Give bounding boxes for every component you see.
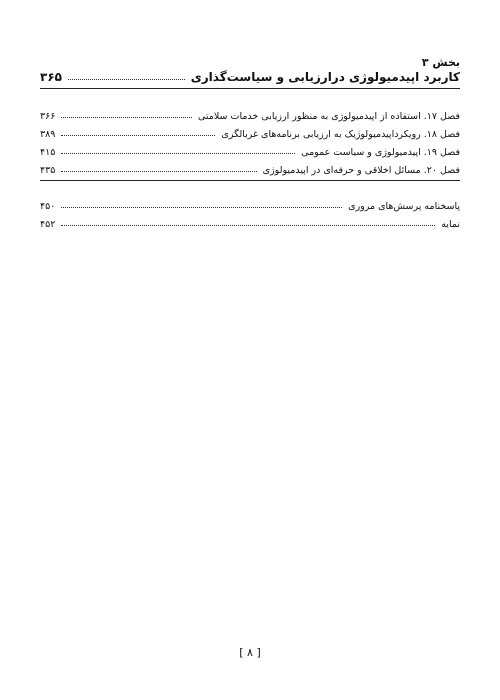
toc-entry-title: فصل ۱۹. اپیدمیولوژی و سیاست عمومی: [301, 147, 460, 158]
toc-entry-part-3[interactable]: [40, 68, 460, 84]
toc-entry-title: پاسخنامه پرسش‌های مروری: [348, 201, 460, 212]
toc-entry-title: نمایه: [441, 219, 460, 230]
toc-page-number: ۴۳۵: [40, 165, 56, 176]
toc-page-number: ۳۶۵: [40, 70, 62, 84]
toc-entry-chapter-18[interactable]: [40, 124, 460, 140]
toc-page-number: ۴۱۵: [40, 147, 56, 158]
dotted-leader: [61, 135, 215, 136]
divider-line: [40, 180, 460, 181]
part-label: بخش ۳: [421, 56, 460, 69]
toc-page-number: ۴۵۰: [40, 201, 56, 212]
toc-entry-index[interactable]: [40, 214, 460, 230]
dotted-leader: [61, 225, 435, 226]
dotted-leader: [61, 153, 295, 154]
toc-entry-title: فصل ۱۷. استفاده از اپیدمیولوژی به منظور ارزیابی خدمات سلامتی: [197, 111, 460, 122]
toc-entry-title: فصل ۲۰. مسائل اخلاقی و حرفه‌ای در اپیدمیولوژی: [262, 165, 460, 176]
dotted-leader: [61, 207, 342, 208]
toc-entry-chapter-20[interactable]: [40, 160, 460, 176]
toc-page-number: ۴۵۲: [40, 219, 56, 230]
toc-entry-chapter-19[interactable]: [40, 142, 460, 158]
dotted-leader: [68, 79, 185, 80]
toc-page-number: ۳۸۹: [40, 129, 56, 140]
toc-entry-title: کاربرد اپیدمیولوژی درارزیابی و سیاست‌گذاری: [190, 70, 460, 84]
toc-page-number: ۳۶۶: [40, 111, 56, 122]
toc-entry-answer-key[interactable]: [40, 196, 460, 212]
page-number-footer: [ ۸ ]: [239, 646, 261, 659]
divider-line: [40, 88, 460, 89]
toc-entry-title: فصل ۱۸. رویکرداپیدمیولوژیک به ارزیابی برنامه‌های غربالگری: [221, 129, 460, 140]
toc-entry-chapter-17[interactable]: [40, 106, 460, 122]
dotted-leader: [61, 171, 256, 172]
dotted-leader: [61, 117, 192, 118]
